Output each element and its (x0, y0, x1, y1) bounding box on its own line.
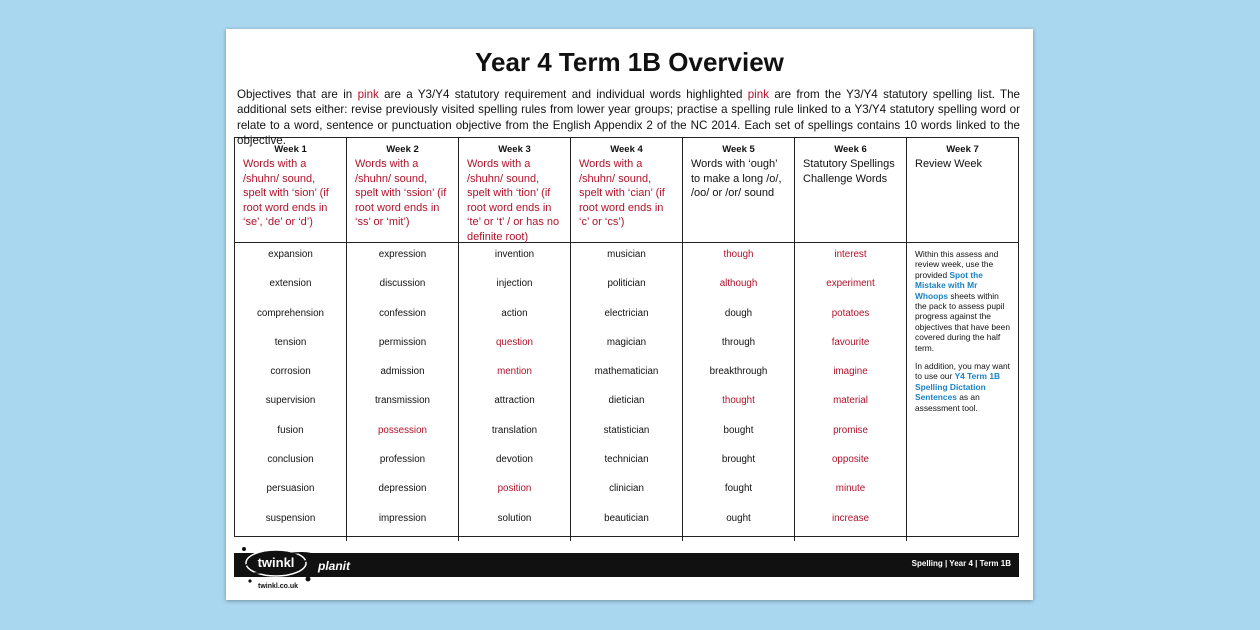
footer-bar (234, 553, 1019, 577)
week-objective: Words with ‘ough’ to make a long /o/, /oo/ or /or/ sound (691, 158, 782, 200)
spelling-word: expression (378, 249, 427, 260)
spelling-word: statistician (603, 424, 650, 436)
week-label: Week 7 (946, 144, 979, 155)
spelling-word: extension (269, 278, 312, 290)
spelling-word: musician (607, 249, 646, 260)
spelling-word: technician (604, 454, 649, 466)
review-text: as an assessment tool. (915, 392, 980, 413)
spelling-word-statutory: opposite (831, 454, 870, 466)
spelling-word: comprehension (257, 307, 324, 319)
worksheet-page (226, 29, 1033, 600)
review-paragraph-1 (915, 249, 1010, 353)
review-text: sheets within the pack to assess pupil progress against the objectives that have been covered during the half term. (915, 290, 1010, 353)
spelling-word: bought (723, 424, 754, 436)
review-text: In addition, you may want to use our (915, 361, 1010, 382)
week-3-header (459, 138, 571, 243)
intro-pink-1: pink (357, 88, 379, 101)
spelling-word: profession (379, 454, 426, 466)
spelling-word-statutory: favourite (831, 336, 870, 348)
spelling-word-statutory: minute (835, 483, 866, 495)
spelling-word: through (721, 336, 756, 348)
week-label: Week 3 (498, 144, 531, 155)
spelling-word-statutory: increase (831, 512, 870, 524)
logo-text: twinkl (257, 555, 295, 570)
spelling-word: admission (380, 366, 425, 378)
spelling-word: discussion (379, 278, 426, 290)
spelling-word: persuasion (266, 483, 315, 495)
spelling-word: solution (497, 512, 532, 524)
spelling-word-statutory: although (719, 278, 758, 290)
week-2-header (347, 138, 459, 243)
spelling-word: depression (378, 483, 427, 495)
spelling-word-statutory: promise (833, 424, 868, 436)
week-2-words (347, 243, 459, 541)
spelling-word: beautician (604, 512, 649, 524)
review-text: Within this assess and review week, use the provided (915, 249, 999, 280)
week-6-words (795, 243, 907, 541)
week-5-words (683, 243, 795, 541)
week-objective: Words with a /shuhn/ sound, spelt with ‘sion’ (if root word ends in ‘se’, ‘de’ or ‘d’) (243, 158, 329, 229)
intro-text-1: Objectives that are in (237, 88, 358, 101)
spelling-word: breakthrough (709, 366, 768, 378)
spelling-word-statutory: imagine (833, 366, 868, 378)
week-7-review-notes (907, 243, 1018, 541)
spelling-word: transmission (375, 395, 430, 407)
spelling-word: invention (494, 249, 535, 260)
spelling-word: dough (724, 307, 753, 319)
spelling-word: supervision (265, 395, 316, 407)
week-4-words (571, 243, 683, 541)
week-label: Week 4 (610, 144, 643, 155)
spelling-word-statutory: position (497, 483, 532, 495)
review-paragraph-2 (915, 361, 1010, 413)
spelling-word: fought (724, 483, 753, 495)
week-objective: Review Week (915, 158, 983, 170)
dictation-sentences-link[interactable]: Y4 Term 1B Spelling Dictation Sentences (915, 371, 1001, 403)
spelling-word: fusion (277, 424, 304, 436)
spelling-word: brought (721, 454, 756, 466)
spelling-word: injection (496, 278, 533, 290)
spelling-word-statutory: though (723, 249, 754, 260)
week-label: Week 6 (834, 144, 867, 155)
intro-text-2: are a Y3/Y4 statutory requirement and individual words highlighted (378, 88, 748, 101)
spelling-word: permission (378, 336, 427, 348)
week-objective: Words with a /shuhn/ sound, spelt with ‘cian’ (if root word ends in ‘c’ or ‘cs’) (579, 158, 665, 229)
week-1-words (235, 243, 347, 541)
week-4-header (571, 138, 683, 243)
week-label: Week 2 (386, 144, 419, 155)
footer-subject-label: Spelling | Year 4 | Term 1B (911, 559, 1011, 568)
spelling-overview-table (234, 137, 1019, 537)
spelling-word-statutory: interest (834, 249, 867, 260)
spelling-word-statutory: experiment (826, 278, 875, 290)
spelling-word: attraction (494, 395, 535, 407)
intro-text-3: are from the Y3/Y4 statutory spelling list. The additional sets either: revise previously visited spelling rules from lower year groups; practise a spelling rule linked to a Y3/Y4 statutory spelling word or relate to a word, sentence or punctuation objective from the English Appendix 2 of the NC 2014. Each set of spellings contains 10 words linked to the objective. (237, 88, 1020, 147)
spelling-word: confession (379, 307, 426, 319)
spelling-word: corrosion (270, 366, 311, 378)
week-label: Week 5 (722, 144, 755, 155)
spelling-word: electrician (604, 307, 649, 319)
page-title: Year 4 Term 1B Overview (475, 47, 784, 77)
spelling-word: clinician (609, 483, 644, 495)
spelling-word: ought (726, 512, 751, 524)
spelling-word-statutory: potatoes (831, 307, 870, 319)
spelling-word: tension (274, 336, 307, 348)
twinkl-logo (236, 541, 316, 589)
spelling-word: politician (607, 278, 646, 290)
planit-wordmark: planit (318, 559, 350, 573)
week-label: Week 1 (274, 144, 307, 155)
spelling-word-statutory: thought (722, 395, 755, 407)
week-5-header (683, 138, 795, 243)
spelling-word: action (501, 307, 528, 319)
spelling-word: mathematician (594, 366, 659, 378)
spelling-word-statutory: mention (497, 366, 532, 378)
week-1-header (235, 138, 347, 243)
week-6-header (795, 138, 907, 243)
spelling-word: suspension (265, 512, 316, 524)
week-objective: Words with a /shuhn/ sound, spelt with ‘ssion’ (if root word ends in ‘ss’ or ‘mit’) (355, 158, 447, 229)
spot-the-mistake-link[interactable]: Spot the Mistake with Mr Whoops (915, 269, 983, 301)
spelling-word: translation (491, 424, 538, 436)
week-objective: Words with a /shuhn/ sound, spelt with ‘tion’ (if root word ends in ‘te’ or ‘t’ / or has no definite root) (467, 158, 560, 243)
week-objective: Statutory Spellings Challenge Words (803, 158, 895, 185)
spelling-word: devotion (495, 454, 534, 466)
logo-url: twinkl.co.uk (258, 583, 299, 590)
spelling-word: magician (606, 336, 647, 348)
intro-pink-2: pink (747, 88, 769, 101)
spelling-word: dietician (608, 395, 645, 407)
week-3-words (459, 243, 571, 541)
spelling-word: expansion (268, 249, 313, 260)
week-7-header (907, 138, 1018, 243)
spelling-word-statutory: possession (377, 424, 427, 436)
spelling-word-statutory: material (833, 395, 868, 407)
spelling-word: conclusion (267, 454, 314, 466)
spelling-word-statutory: question (495, 336, 534, 348)
spelling-word: impression (378, 512, 427, 524)
